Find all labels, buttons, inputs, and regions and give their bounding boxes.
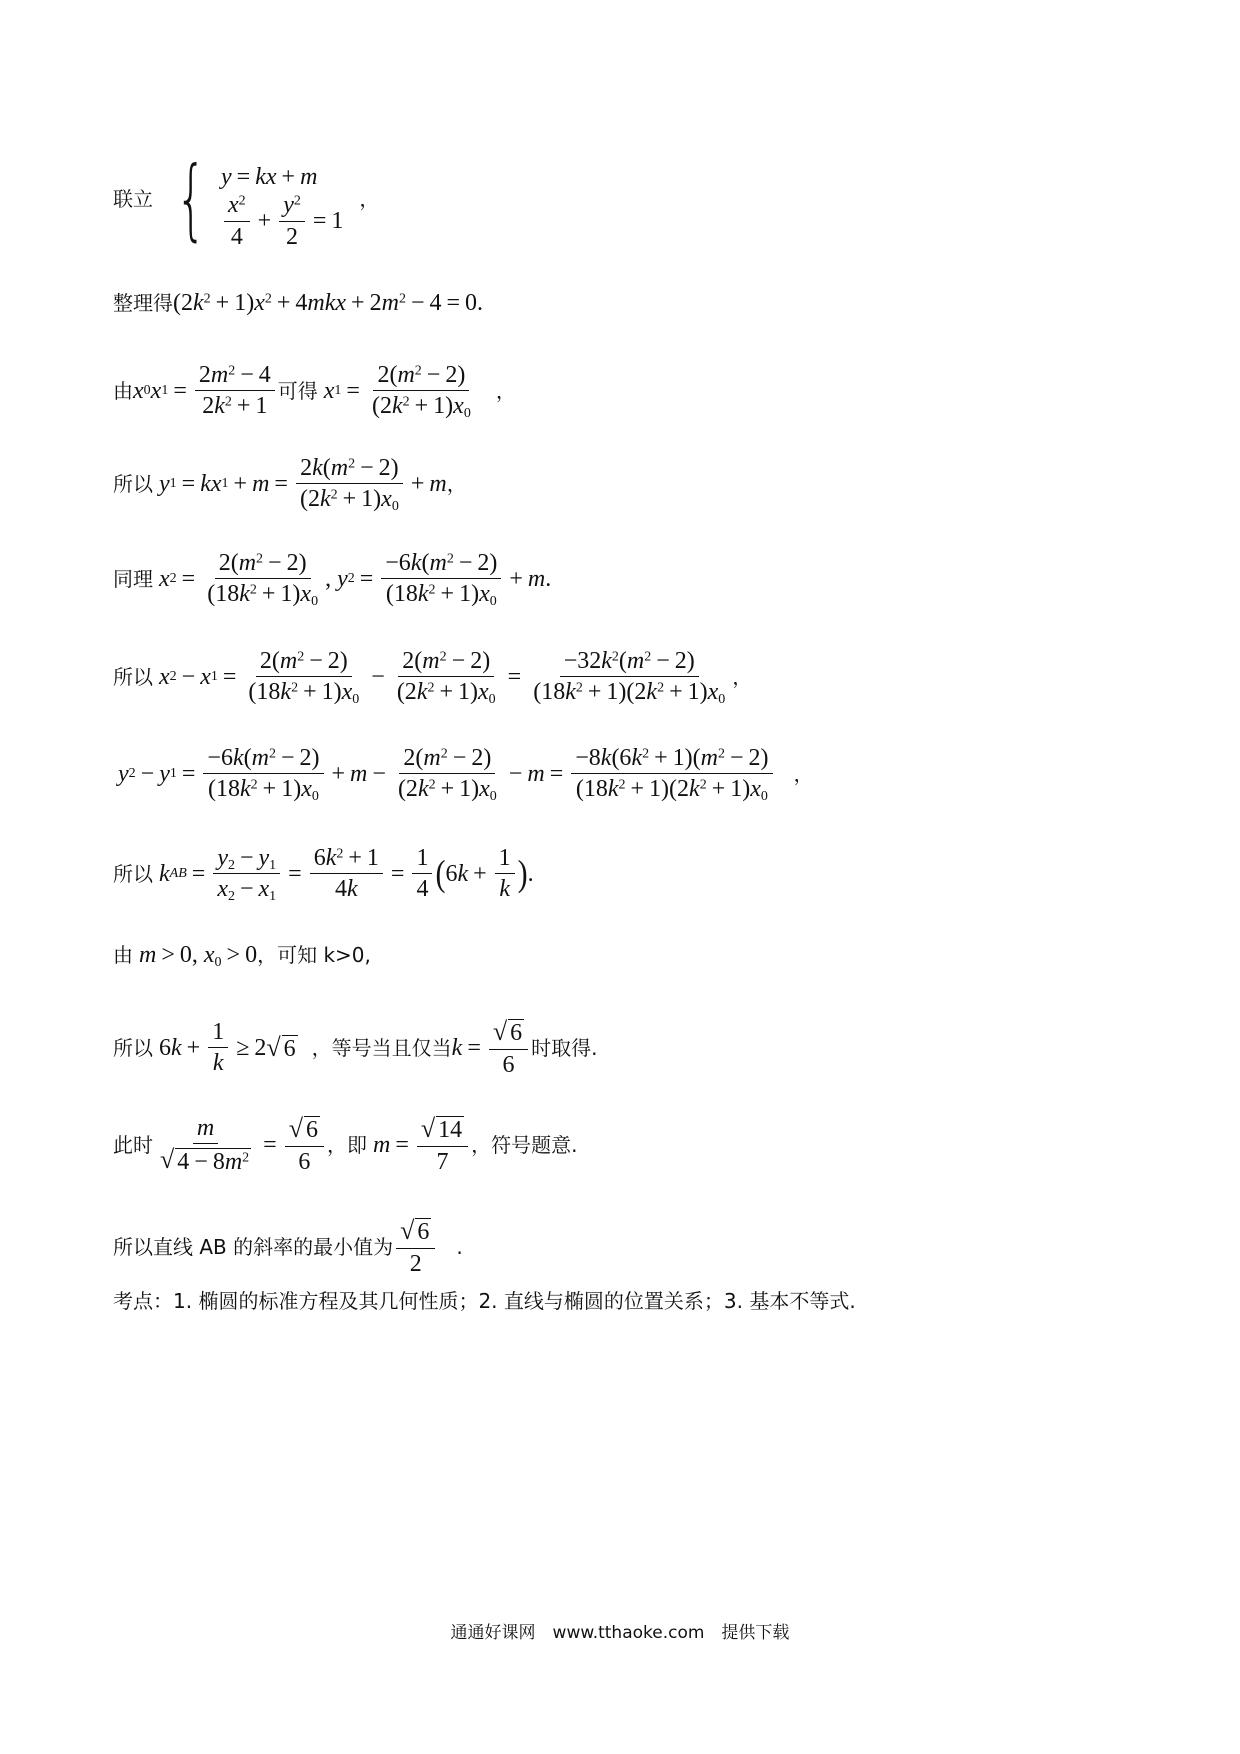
x2-y2-formula: x 2 = $\frac{2(m^2 - 2)}{(18k^2 + 1)x_0}$ , y 2 = $\frac{-6k(m^2 - 2)}{(18k^2 + 1)x_0}$ + m . — [159, 550, 552, 610]
text-suffix: ，可知 k>0, — [257, 943, 371, 968]
condition-formula: m > 0, $x_0 > 0$ — [139, 942, 258, 971]
text-prefix: 整理得 — [113, 291, 173, 316]
x-difference-formula: x 2 − x 1 = $\frac{2(m^2 - 2)}{(18k^2 + 1)x_0}$ − $\frac{2(m^2 - 2)}{(2k^2 + 1)x_0}$ = $\frac{-32k^2(m^2 - 2)}{(18k^2 + 1)(2k^2 + 1)x_0}$ — [159, 648, 726, 708]
text-prefix: 由 — [113, 378, 133, 403]
slope-formula: k AB = $\frac{y_2 - y_1}{x_2 - x_1}$ = $\frac{6k^2 + 1}{4k}$ = $\frac{1}{4}$ ( 6 k + $\frac{1}{k}$ ) . — [159, 845, 534, 905]
key-points — [113, 1290, 856, 1312]
minimum-value: √ 6 2 — [393, 1217, 438, 1277]
text-suffix: 时取得. — [531, 1035, 598, 1060]
m-formula: m = √ 14 7 — [367, 1115, 471, 1175]
text-suffix: ， — [793, 761, 814, 786]
quadratic-equation: $(2k^2 + 1)x^2 + 4mkx + 2m^2 - 4 = 0$. — [173, 290, 484, 316]
text-suffix: ，符号题意. — [471, 1132, 578, 1157]
line-x-diff — [113, 648, 752, 706]
inequality-formula: 6 k + $\frac{1}{k}$ ≥ 2 √ 6 — [153, 1019, 296, 1077]
text-suffix: ， — [446, 471, 467, 496]
line-condition — [113, 942, 371, 971]
line-quadratic — [113, 290, 483, 316]
text-prefix: 所以 — [113, 664, 153, 689]
text-suffix: ， — [732, 664, 753, 689]
equality-condition: k = √ 6 6 — [452, 1018, 531, 1078]
text-prefix: 所以直线 AB 的斜率的最小值为 — [113, 1234, 394, 1259]
line-system — [113, 147, 380, 250]
text-prefix: 此时 — [113, 1132, 153, 1157]
text-mid: ，等号当且仅当 — [311, 1035, 452, 1060]
text-mid: ，即 — [327, 1132, 367, 1157]
text-suffix: . — [456, 1234, 463, 1259]
text-prefix: 联立 — [113, 187, 153, 211]
text-prefix: 所以 — [113, 861, 153, 886]
ratio-formula: m √ $4 - 8m^2$ = √ 6 6 — [153, 1115, 327, 1175]
x1-formula: x 1 = $\frac{2(m^2 - 2)}{(2k^2 + 1)x_0}$ — [323, 362, 471, 422]
text-suffix: ， — [359, 187, 380, 211]
vieta-formula: x 0 x 1 = $\frac{2m^2 - 4}{2k^2 + 1}$ — [133, 362, 278, 420]
left-brace: { — [175, 147, 207, 250]
text-mid: 可得 — [277, 378, 318, 403]
line-vieta — [113, 362, 516, 420]
text-suffix: ， — [495, 378, 516, 403]
line-inequality — [113, 1018, 598, 1078]
line-y1 — [113, 455, 467, 513]
line-conclusion — [113, 1217, 463, 1277]
y1-formula: y 1 = kx 1 + m = $\frac{2k(m^2 - 2)}{(2k^2 + 1)x_0}$ + m — [159, 455, 447, 515]
text-prefix: 所以 — [113, 471, 153, 496]
key-points-text: 考点：1. 椭圆的标准方程及其几何性质；2. 直线与椭圆的位置关系；3. 基本不等式. — [113, 1289, 856, 1313]
equation-system: y = kx + m $\frac{x^2}{4}$ + $\frac{y^2}{2}$ = 1 — [221, 163, 344, 250]
line-x2-y2 — [113, 550, 551, 608]
text-prefix: 同理 — [113, 566, 153, 591]
line-y-diff — [118, 745, 814, 803]
line-m-value — [113, 1115, 578, 1175]
y-difference-formula: y 2 − y 1 = $\frac{-6k(m^2 - 2)}{(18k^2 + 1)x_0}$ + m − $\frac{2(m^2 - 2)}{(2k^2 + 1)x_0}$ − m = $\frac{-8k(6k^2 + 1)(m^2 - 2)}{(18k^2 + 1)(2k^2 + 1)x_0}$ — [118, 745, 776, 803]
line-slope — [113, 845, 534, 903]
page-footer: 通通好课网 www.tthaoke.com 提供下载 — [450, 1623, 790, 1643]
text-prefix: 由 — [113, 943, 133, 968]
text-prefix: 所以 — [113, 1035, 153, 1060]
